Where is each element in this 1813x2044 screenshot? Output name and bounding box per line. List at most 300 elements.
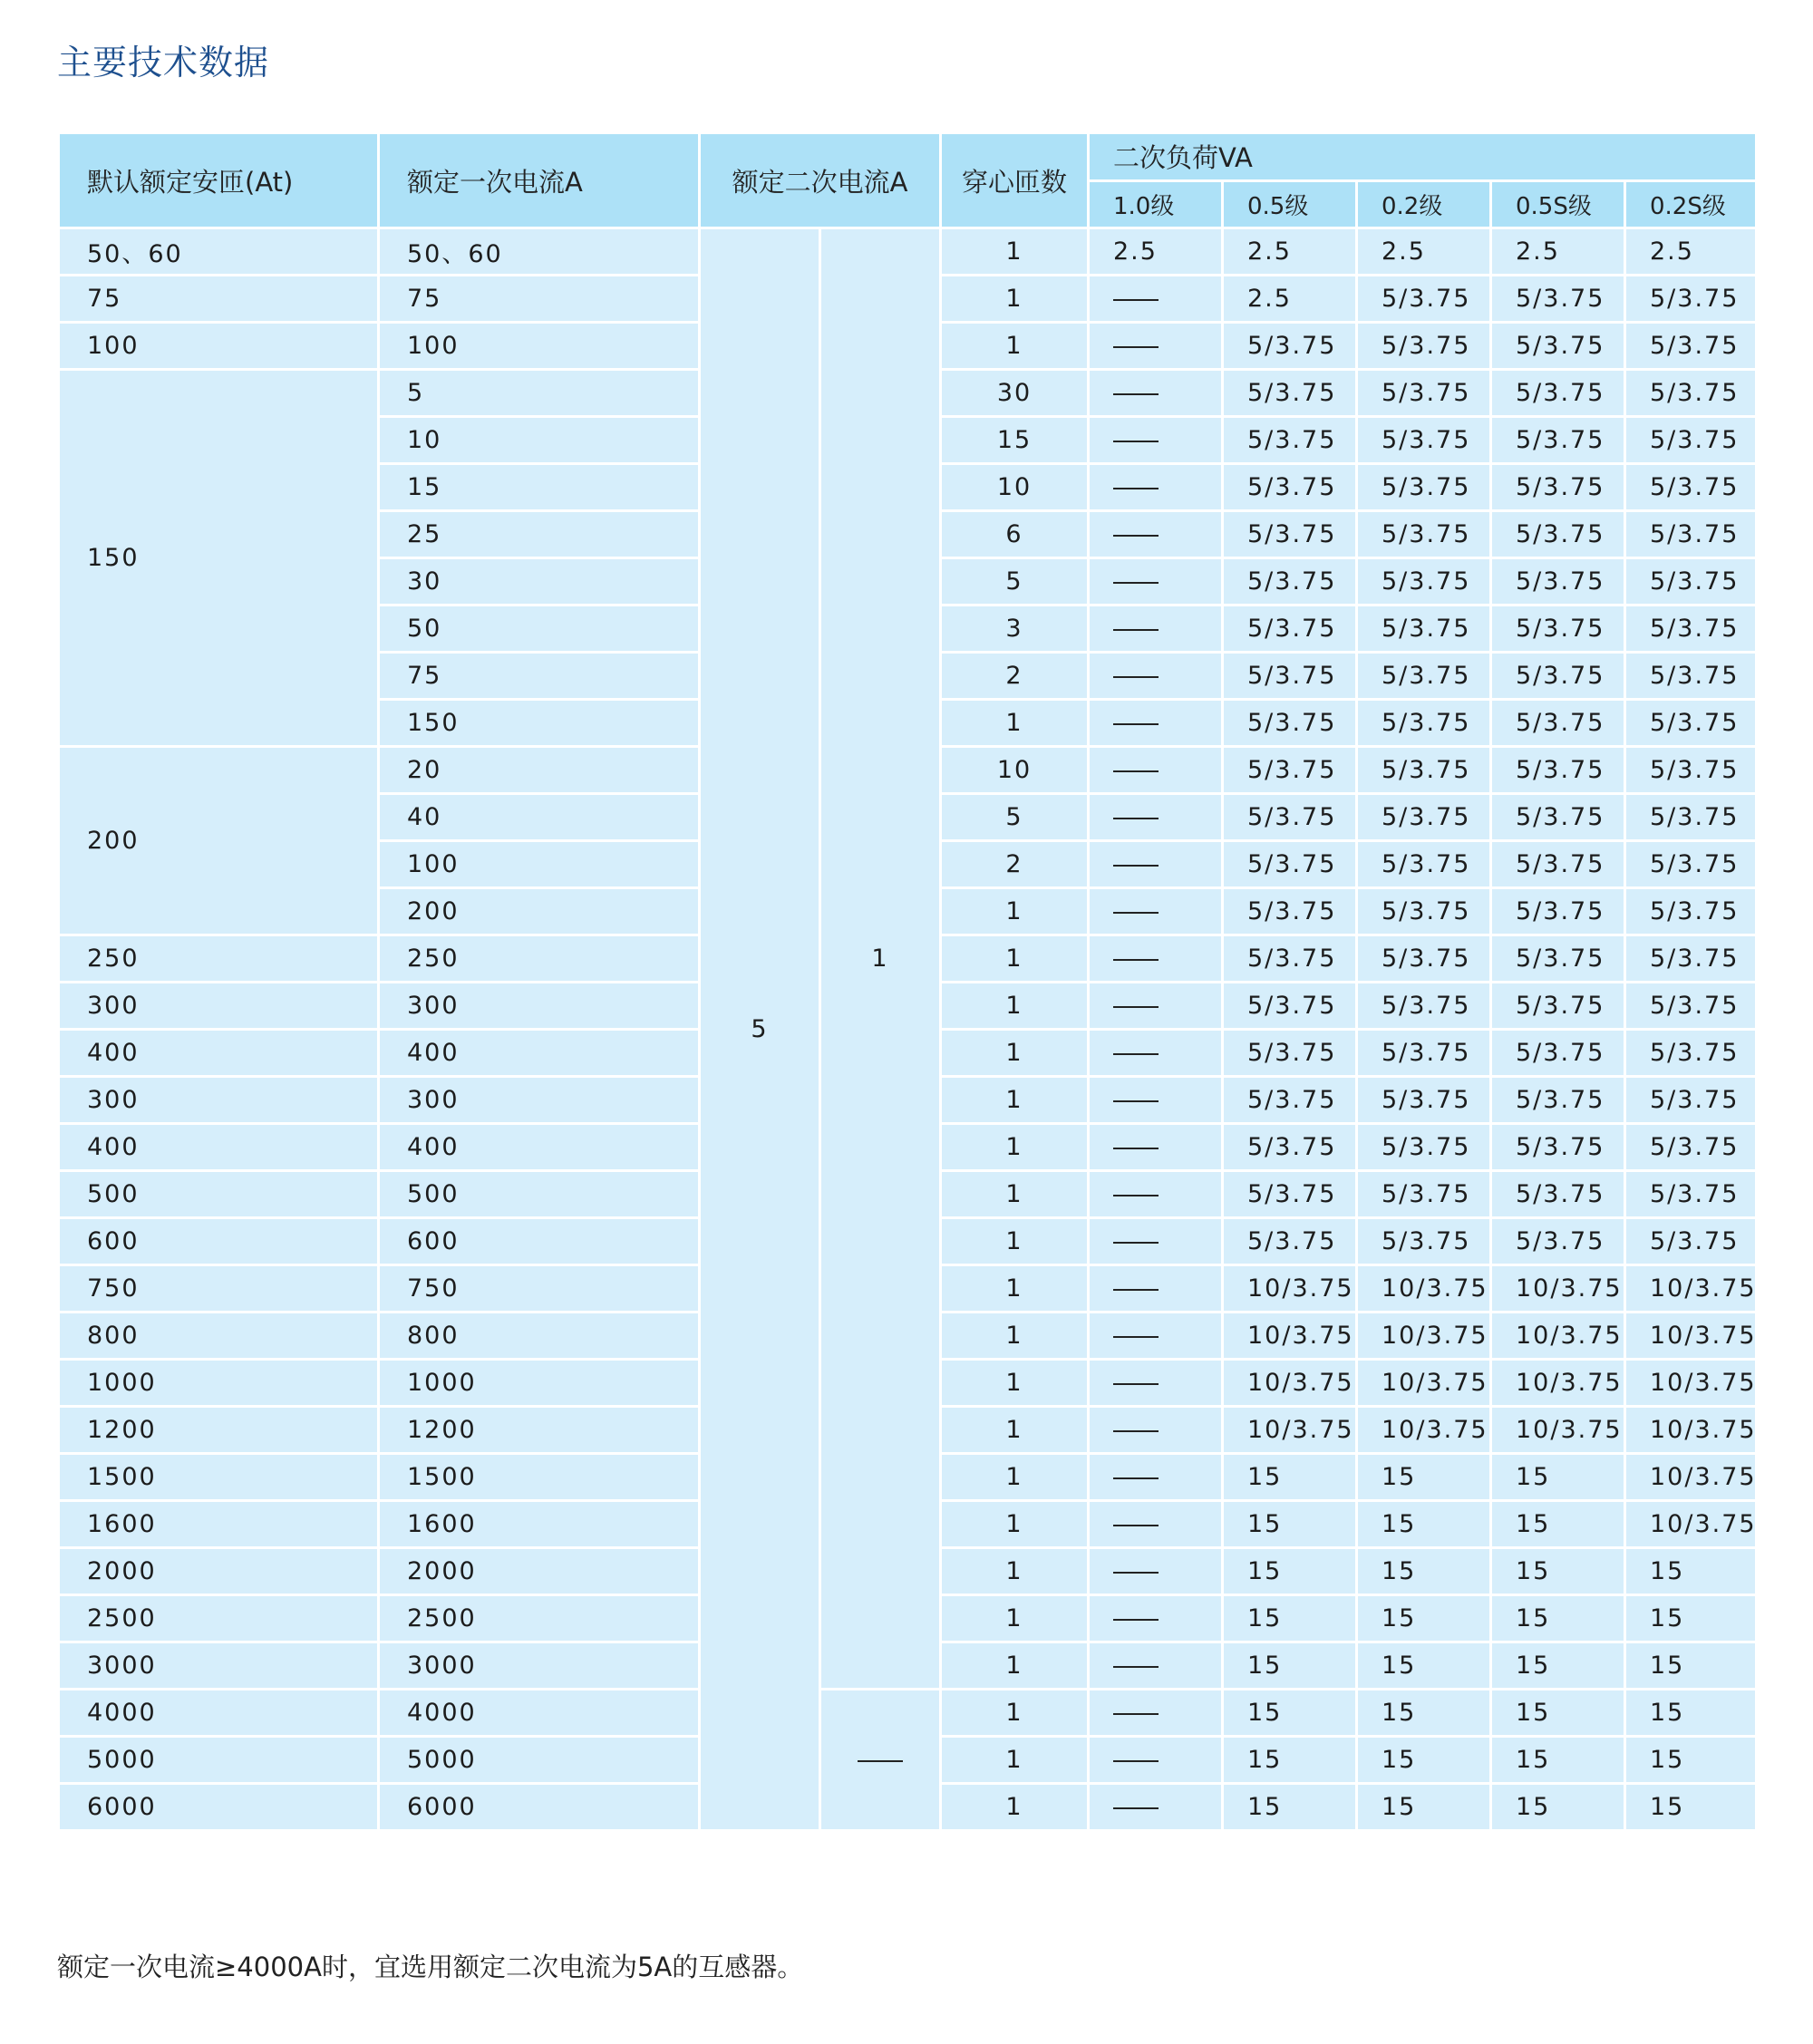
cell-burden-c05s: 5/3.75 bbox=[1491, 605, 1625, 653]
cell-burden-c05s: 5/3.75 bbox=[1491, 511, 1625, 558]
dash-icon bbox=[1113, 299, 1159, 301]
dash-icon bbox=[1113, 488, 1159, 489]
dash-icon bbox=[1113, 1572, 1159, 1574]
cell-burden-c02s: 5/3.75 bbox=[1625, 747, 1757, 794]
cell-burden-c05s: 5/3.75 bbox=[1491, 1077, 1625, 1124]
cell-primary: 250 bbox=[379, 935, 700, 983]
cell-burden-c05s: 5/3.75 bbox=[1491, 1171, 1625, 1218]
cell-burden-c05: 5/3.75 bbox=[1223, 323, 1357, 370]
cell-primary: 40 bbox=[379, 794, 700, 841]
cell-at: 2000 bbox=[59, 1548, 379, 1595]
cell-primary: 600 bbox=[379, 1218, 700, 1265]
cell-burden-c05s: 5/3.75 bbox=[1491, 464, 1625, 511]
cell-burden-c02: 5/3.75 bbox=[1357, 983, 1491, 1030]
cell-burden-c02: 15 bbox=[1357, 1454, 1491, 1501]
dash-icon bbox=[1113, 582, 1159, 584]
cell-burden-c05: 5/3.75 bbox=[1223, 1218, 1357, 1265]
cell-burden-c05: 15 bbox=[1223, 1548, 1357, 1595]
dash-icon bbox=[1113, 1148, 1159, 1149]
cell-primary: 400 bbox=[379, 1030, 700, 1077]
cell-burden-c05: 5/3.75 bbox=[1223, 464, 1357, 511]
cell-burden-c02s: 5/3.75 bbox=[1625, 1171, 1757, 1218]
cell-burden-c02s: 15 bbox=[1625, 1690, 1757, 1737]
cell-burden-c02s: 15 bbox=[1625, 1548, 1757, 1595]
dash-icon bbox=[1113, 535, 1159, 537]
cell-burden-c02s: 5/3.75 bbox=[1625, 464, 1757, 511]
cell-turns: 6 bbox=[941, 511, 1089, 558]
cell-burden-c02s: 5/3.75 bbox=[1625, 558, 1757, 605]
cell-burden-c02: 5/3.75 bbox=[1357, 558, 1491, 605]
dash-icon bbox=[1113, 1760, 1159, 1762]
cell-burden-c05s: 5/3.75 bbox=[1491, 700, 1625, 747]
cell-burden-c05s: 15 bbox=[1491, 1642, 1625, 1690]
cell-turns: 1 bbox=[941, 1784, 1089, 1831]
header-primary: 额定一次电流A bbox=[379, 133, 700, 228]
cell-burden-c05s: 10/3.75 bbox=[1491, 1265, 1625, 1313]
dash-icon bbox=[1113, 1807, 1159, 1809]
cell-burden-c05s: 10/3.75 bbox=[1491, 1313, 1625, 1360]
dash-icon bbox=[1113, 629, 1159, 631]
cell-burden-c02s: 5/3.75 bbox=[1625, 417, 1757, 464]
cell-primary: 5 bbox=[379, 370, 700, 417]
cell-burden-c10 bbox=[1089, 370, 1223, 417]
cell-turns: 1 bbox=[941, 1642, 1089, 1690]
cell-burden-c02: 5/3.75 bbox=[1357, 888, 1491, 935]
dash-icon bbox=[1113, 1289, 1159, 1291]
cell-burden-c02: 5/3.75 bbox=[1357, 653, 1491, 700]
cell-turns: 10 bbox=[941, 747, 1089, 794]
cell-burden-c02s: 5/3.75 bbox=[1625, 888, 1757, 935]
cell-burden-c10 bbox=[1089, 747, 1223, 794]
cell-burden-c02: 10/3.75 bbox=[1357, 1407, 1491, 1454]
cell-primary: 100 bbox=[379, 323, 700, 370]
cell-burden-c05s: 5/3.75 bbox=[1491, 653, 1625, 700]
cell-primary: 5000 bbox=[379, 1737, 700, 1784]
cell-primary: 75 bbox=[379, 653, 700, 700]
cell-burden-c05s: 10/3.75 bbox=[1491, 1360, 1625, 1407]
cell-burden-c10 bbox=[1089, 323, 1223, 370]
cell-burden-c02: 10/3.75 bbox=[1357, 1265, 1491, 1313]
dash-icon bbox=[1113, 1006, 1159, 1008]
dash-icon bbox=[1113, 865, 1159, 867]
cell-primary: 75 bbox=[379, 276, 700, 323]
cell-burden-c05: 2.5 bbox=[1223, 276, 1357, 323]
cell-burden-c02s: 5/3.75 bbox=[1625, 1030, 1757, 1077]
cell-burden-c05: 5/3.75 bbox=[1223, 605, 1357, 653]
cell-burden-c02: 10/3.75 bbox=[1357, 1360, 1491, 1407]
cell-burden-c02: 5/3.75 bbox=[1357, 511, 1491, 558]
cell-at: 2500 bbox=[59, 1595, 379, 1642]
cell-burden-c02s: 5/3.75 bbox=[1625, 323, 1757, 370]
dash-icon bbox=[1113, 959, 1159, 961]
cell-turns: 1 bbox=[941, 935, 1089, 983]
cell-at: 150 bbox=[59, 370, 379, 747]
cell-burden-c05: 5/3.75 bbox=[1223, 935, 1357, 983]
cell-turns: 1 bbox=[941, 700, 1089, 747]
cell-at: 1500 bbox=[59, 1454, 379, 1501]
dash-icon bbox=[1113, 818, 1159, 819]
cell-burden-c10 bbox=[1089, 1595, 1223, 1642]
cell-burden-c10 bbox=[1089, 1784, 1223, 1831]
dash-icon bbox=[1113, 1336, 1159, 1338]
cell-burden-c05: 5/3.75 bbox=[1223, 1077, 1357, 1124]
header-secondary: 额定二次电流A bbox=[700, 133, 941, 228]
cell-burden-c02: 5/3.75 bbox=[1357, 841, 1491, 888]
cell-primary: 15 bbox=[379, 464, 700, 511]
cell-at: 100 bbox=[59, 323, 379, 370]
dash-icon bbox=[858, 1760, 903, 1762]
cell-burden-c05: 5/3.75 bbox=[1223, 747, 1357, 794]
cell-burden-c05s: 5/3.75 bbox=[1491, 276, 1625, 323]
cell-primary: 2000 bbox=[379, 1548, 700, 1595]
header-turns: 穿心匝数 bbox=[941, 133, 1089, 228]
cell-burden-c02: 5/3.75 bbox=[1357, 276, 1491, 323]
cell-burden-c10 bbox=[1089, 1265, 1223, 1313]
cell-turns: 1 bbox=[941, 983, 1089, 1030]
cell-turns: 1 bbox=[941, 1265, 1089, 1313]
cell-burden-c05s: 2.5 bbox=[1491, 228, 1625, 276]
dash-icon bbox=[1113, 723, 1159, 725]
cell-burden-c05s: 5/3.75 bbox=[1491, 370, 1625, 417]
cell-burden-c02s: 5/3.75 bbox=[1625, 935, 1757, 983]
dash-icon bbox=[1113, 1477, 1159, 1479]
cell-burden-c05: 15 bbox=[1223, 1595, 1357, 1642]
cell-burden-c10 bbox=[1089, 1501, 1223, 1548]
cell-turns: 5 bbox=[941, 558, 1089, 605]
cell-primary: 20 bbox=[379, 747, 700, 794]
cell-burden-c02: 5/3.75 bbox=[1357, 747, 1491, 794]
cell-burden-c10 bbox=[1089, 417, 1223, 464]
cell-at: 50、60 bbox=[59, 228, 379, 276]
cell-burden-c05: 5/3.75 bbox=[1223, 700, 1357, 747]
dash-icon bbox=[1113, 393, 1159, 395]
cell-burden-c10 bbox=[1089, 276, 1223, 323]
cell-burden-c05: 2.5 bbox=[1223, 228, 1357, 276]
header-class-0-2: 0.2级 bbox=[1357, 180, 1491, 228]
cell-turns: 2 bbox=[941, 653, 1089, 700]
cell-primary: 200 bbox=[379, 888, 700, 935]
cell-burden-c05s: 5/3.75 bbox=[1491, 1218, 1625, 1265]
cell-burden-c05: 15 bbox=[1223, 1454, 1357, 1501]
cell-burden-c05s: 5/3.75 bbox=[1491, 983, 1625, 1030]
cell-burden-c02s: 5/3.75 bbox=[1625, 700, 1757, 747]
cell-burden-c10 bbox=[1089, 700, 1223, 747]
cell-burden-c02s: 10/3.75 bbox=[1625, 1454, 1757, 1501]
cell-burden-c02: 5/3.75 bbox=[1357, 1218, 1491, 1265]
cell-at: 800 bbox=[59, 1313, 379, 1360]
cell-burden-c02s: 5/3.75 bbox=[1625, 370, 1757, 417]
cell-at: 1000 bbox=[59, 1360, 379, 1407]
cell-burden-c05: 10/3.75 bbox=[1223, 1407, 1357, 1454]
cell-burden-c10 bbox=[1089, 1360, 1223, 1407]
cell-primary: 100 bbox=[379, 841, 700, 888]
table-body bbox=[59, 228, 1757, 1831]
cell-burden-c05: 15 bbox=[1223, 1784, 1357, 1831]
cell-primary: 300 bbox=[379, 983, 700, 1030]
cell-at: 5000 bbox=[59, 1737, 379, 1784]
cell-burden-c02s: 5/3.75 bbox=[1625, 605, 1757, 653]
cell-primary: 1200 bbox=[379, 1407, 700, 1454]
cell-burden-c10 bbox=[1089, 1313, 1223, 1360]
cell-burden-c02s: 5/3.75 bbox=[1625, 841, 1757, 888]
cell-burden-c10 bbox=[1089, 558, 1223, 605]
cell-burden-c02: 15 bbox=[1357, 1595, 1491, 1642]
cell-burden-c10 bbox=[1089, 888, 1223, 935]
header-class-0-5s: 0.5S级 bbox=[1491, 180, 1625, 228]
cell-at: 4000 bbox=[59, 1690, 379, 1737]
cell-turns: 1 bbox=[941, 1077, 1089, 1124]
cell-burden-c05: 10/3.75 bbox=[1223, 1265, 1357, 1313]
dash-icon bbox=[1113, 1430, 1159, 1432]
cell-burden-c05s: 5/3.75 bbox=[1491, 558, 1625, 605]
dash-icon bbox=[1113, 1195, 1159, 1196]
dash-icon bbox=[1113, 1666, 1159, 1668]
cell-primary: 1500 bbox=[379, 1454, 700, 1501]
cell-burden-c02: 10/3.75 bbox=[1357, 1313, 1491, 1360]
cell-turns: 1 bbox=[941, 1690, 1089, 1737]
cell-burden-c10 bbox=[1089, 1454, 1223, 1501]
cell-primary: 25 bbox=[379, 511, 700, 558]
dash-icon bbox=[1113, 441, 1159, 442]
cell-at: 6000 bbox=[59, 1784, 379, 1831]
cell-turns: 1 bbox=[941, 1407, 1089, 1454]
cell-burden-c05: 5/3.75 bbox=[1223, 983, 1357, 1030]
cell-turns: 1 bbox=[941, 1360, 1089, 1407]
cell-turns: 1 bbox=[941, 1124, 1089, 1171]
page-title: 主要技术数据 bbox=[57, 43, 270, 82]
table-row bbox=[59, 1690, 1757, 1737]
cell-burden-c10 bbox=[1089, 1737, 1223, 1784]
cell-burden-c05s: 15 bbox=[1491, 1784, 1625, 1831]
header-at: 默认额定安匝(At) bbox=[59, 133, 379, 228]
cell-burden-c02: 15 bbox=[1357, 1642, 1491, 1690]
cell-turns: 15 bbox=[941, 417, 1089, 464]
cell-burden-c02s: 5/3.75 bbox=[1625, 511, 1757, 558]
cell-burden-c05s: 5/3.75 bbox=[1491, 747, 1625, 794]
cell-burden-c02s: 2.5 bbox=[1625, 228, 1757, 276]
cell-burden-c10 bbox=[1089, 653, 1223, 700]
cell-burden-c02: 5/3.75 bbox=[1357, 370, 1491, 417]
cell-burden-c02: 5/3.75 bbox=[1357, 417, 1491, 464]
cell-at: 250 bbox=[59, 935, 379, 983]
cell-primary: 300 bbox=[379, 1077, 700, 1124]
dash-icon bbox=[1113, 1619, 1159, 1621]
cell-turns: 3 bbox=[941, 605, 1089, 653]
header-burden: 二次负荷VA bbox=[1089, 133, 1757, 181]
cell-burden-c05s: 5/3.75 bbox=[1491, 794, 1625, 841]
cell-burden-c05s: 15 bbox=[1491, 1737, 1625, 1784]
dash-icon bbox=[1113, 912, 1159, 914]
cell-turns: 1 bbox=[941, 1218, 1089, 1265]
cell-burden-c02s: 5/3.75 bbox=[1625, 794, 1757, 841]
cell-burden-c02s: 15 bbox=[1625, 1595, 1757, 1642]
cell-burden-c05: 5/3.75 bbox=[1223, 794, 1357, 841]
cell-turns: 1 bbox=[941, 1737, 1089, 1784]
cell-primary: 750 bbox=[379, 1265, 700, 1313]
cell-burden-c02s: 5/3.75 bbox=[1625, 653, 1757, 700]
dash-icon bbox=[1113, 1713, 1159, 1715]
cell-primary: 50、60 bbox=[379, 228, 700, 276]
cell-burden-c10 bbox=[1089, 464, 1223, 511]
cell-burden-c02s: 5/3.75 bbox=[1625, 276, 1757, 323]
cell-burden-c02: 5/3.75 bbox=[1357, 1077, 1491, 1124]
cell-at: 75 bbox=[59, 276, 379, 323]
cell-burden-c05: 5/3.75 bbox=[1223, 888, 1357, 935]
cell-at: 3000 bbox=[59, 1642, 379, 1690]
cell-primary: 500 bbox=[379, 1171, 700, 1218]
cell-primary: 2500 bbox=[379, 1595, 700, 1642]
footnote: 额定一次电流≥4000A时，宜选用额定二次电流为5A的互感器。 bbox=[57, 1952, 804, 1982]
cell-burden-c02: 15 bbox=[1357, 1548, 1491, 1595]
cell-primary: 3000 bbox=[379, 1642, 700, 1690]
cell-burden-c05: 5/3.75 bbox=[1223, 511, 1357, 558]
cell-burden-c02: 15 bbox=[1357, 1784, 1491, 1831]
cell-burden-c05s: 5/3.75 bbox=[1491, 323, 1625, 370]
dash-icon bbox=[1113, 1242, 1159, 1244]
cell-secondary-5a: 5 bbox=[700, 228, 820, 1831]
cell-turns: 1 bbox=[941, 323, 1089, 370]
header-class-0-5: 0.5级 bbox=[1223, 180, 1357, 228]
cell-burden-c10 bbox=[1089, 1407, 1223, 1454]
cell-burden-c10 bbox=[1089, 983, 1223, 1030]
cell-burden-c02s: 10/3.75 bbox=[1625, 1313, 1757, 1360]
cell-burden-c02: 15 bbox=[1357, 1690, 1491, 1737]
cell-burden-c02: 5/3.75 bbox=[1357, 323, 1491, 370]
cell-burden-c02: 5/3.75 bbox=[1357, 1171, 1491, 1218]
cell-burden-c05s: 5/3.75 bbox=[1491, 1030, 1625, 1077]
cell-turns: 1 bbox=[941, 228, 1089, 276]
cell-burden-c05s: 15 bbox=[1491, 1595, 1625, 1642]
cell-burden-c10 bbox=[1089, 511, 1223, 558]
cell-burden-c05: 5/3.75 bbox=[1223, 1124, 1357, 1171]
dash-icon bbox=[1113, 1100, 1159, 1102]
cell-turns: 1 bbox=[941, 888, 1089, 935]
cell-burden-c05: 15 bbox=[1223, 1737, 1357, 1784]
cell-burden-c02: 5/3.75 bbox=[1357, 464, 1491, 511]
cell-burden-c10 bbox=[1089, 1030, 1223, 1077]
cell-burden-c05: 15 bbox=[1223, 1501, 1357, 1548]
cell-turns: 1 bbox=[941, 276, 1089, 323]
cell-burden-c02: 2.5 bbox=[1357, 228, 1491, 276]
dash-icon bbox=[1113, 770, 1159, 772]
cell-burden-c02s: 15 bbox=[1625, 1737, 1757, 1784]
cell-turns: 30 bbox=[941, 370, 1089, 417]
cell-at: 300 bbox=[59, 983, 379, 1030]
cell-at: 500 bbox=[59, 1171, 379, 1218]
cell-at: 200 bbox=[59, 747, 379, 935]
dash-icon bbox=[1113, 1383, 1159, 1385]
cell-burden-c05s: 15 bbox=[1491, 1690, 1625, 1737]
cell-burden-c05: 5/3.75 bbox=[1223, 653, 1357, 700]
cell-burden-c02: 5/3.75 bbox=[1357, 700, 1491, 747]
cell-burden-c02s: 5/3.75 bbox=[1625, 983, 1757, 1030]
cell-burden-c10 bbox=[1089, 1642, 1223, 1690]
cell-burden-c02s: 10/3.75 bbox=[1625, 1501, 1757, 1548]
cell-burden-c05: 5/3.75 bbox=[1223, 1171, 1357, 1218]
cell-burden-c02s: 15 bbox=[1625, 1784, 1757, 1831]
dash-icon bbox=[1113, 676, 1159, 678]
cell-turns: 1 bbox=[941, 1171, 1089, 1218]
dash-icon bbox=[1113, 1053, 1159, 1055]
cell-burden-c05s: 10/3.75 bbox=[1491, 1407, 1625, 1454]
dash-icon bbox=[1113, 346, 1159, 348]
cell-burden-c10 bbox=[1089, 1171, 1223, 1218]
cell-secondary-1a: 1 bbox=[820, 228, 941, 1690]
cell-burden-c05: 5/3.75 bbox=[1223, 417, 1357, 464]
cell-burden-c10 bbox=[1089, 1690, 1223, 1737]
cell-burden-c02s: 5/3.75 bbox=[1625, 1218, 1757, 1265]
cell-primary: 800 bbox=[379, 1313, 700, 1360]
cell-burden-c05s: 15 bbox=[1491, 1548, 1625, 1595]
cell-turns: 1 bbox=[941, 1313, 1089, 1360]
cell-burden-c05: 5/3.75 bbox=[1223, 1030, 1357, 1077]
cell-burden-c05s: 5/3.75 bbox=[1491, 935, 1625, 983]
cell-primary: 30 bbox=[379, 558, 700, 605]
cell-burden-c10: 2.5 bbox=[1089, 228, 1223, 276]
table-row bbox=[59, 228, 1757, 276]
cell-burden-c05: 15 bbox=[1223, 1642, 1357, 1690]
cell-primary: 50 bbox=[379, 605, 700, 653]
cell-burden-c05: 5/3.75 bbox=[1223, 841, 1357, 888]
cell-burden-c10 bbox=[1089, 605, 1223, 653]
cell-burden-c10 bbox=[1089, 1077, 1223, 1124]
cell-at: 600 bbox=[59, 1218, 379, 1265]
cell-burden-c02s: 5/3.75 bbox=[1625, 1077, 1757, 1124]
cell-burden-c02s: 10/3.75 bbox=[1625, 1407, 1757, 1454]
cell-primary: 150 bbox=[379, 700, 700, 747]
cell-primary: 4000 bbox=[379, 1690, 700, 1737]
header-class-1-0: 1.0级 bbox=[1089, 180, 1223, 228]
cell-burden-c05: 5/3.75 bbox=[1223, 370, 1357, 417]
spec-table bbox=[57, 131, 1758, 1832]
cell-primary: 400 bbox=[379, 1124, 700, 1171]
cell-turns: 1 bbox=[941, 1501, 1089, 1548]
cell-burden-c10 bbox=[1089, 1218, 1223, 1265]
cell-burden-c10 bbox=[1089, 1124, 1223, 1171]
cell-burden-c02s: 10/3.75 bbox=[1625, 1360, 1757, 1407]
cell-turns: 1 bbox=[941, 1548, 1089, 1595]
cell-burden-c02: 5/3.75 bbox=[1357, 1124, 1491, 1171]
cell-turns: 1 bbox=[941, 1030, 1089, 1077]
cell-turns: 5 bbox=[941, 794, 1089, 841]
cell-primary: 1600 bbox=[379, 1501, 700, 1548]
cell-burden-c02: 5/3.75 bbox=[1357, 605, 1491, 653]
cell-burden-c05: 5/3.75 bbox=[1223, 558, 1357, 605]
cell-at: 750 bbox=[59, 1265, 379, 1313]
cell-burden-c02: 5/3.75 bbox=[1357, 794, 1491, 841]
cell-burden-c05: 10/3.75 bbox=[1223, 1360, 1357, 1407]
cell-burden-c05s: 15 bbox=[1491, 1501, 1625, 1548]
cell-burden-c10 bbox=[1089, 1548, 1223, 1595]
cell-burden-c02: 5/3.75 bbox=[1357, 1030, 1491, 1077]
cell-burden-c10 bbox=[1089, 935, 1223, 983]
cell-primary: 1000 bbox=[379, 1360, 700, 1407]
cell-at: 400 bbox=[59, 1030, 379, 1077]
cell-primary: 10 bbox=[379, 417, 700, 464]
cell-burden-c05s: 15 bbox=[1491, 1454, 1625, 1501]
cell-burden-c05: 15 bbox=[1223, 1690, 1357, 1737]
cell-secondary-1a-na bbox=[820, 1690, 941, 1831]
cell-at: 1600 bbox=[59, 1501, 379, 1548]
cell-turns: 1 bbox=[941, 1454, 1089, 1501]
header-class-0-2s: 0.2S级 bbox=[1625, 180, 1757, 228]
cell-burden-c10 bbox=[1089, 794, 1223, 841]
cell-at: 400 bbox=[59, 1124, 379, 1171]
cell-at: 1200 bbox=[59, 1407, 379, 1454]
cell-turns: 10 bbox=[941, 464, 1089, 511]
cell-burden-c10 bbox=[1089, 841, 1223, 888]
cell-burden-c05s: 5/3.75 bbox=[1491, 841, 1625, 888]
